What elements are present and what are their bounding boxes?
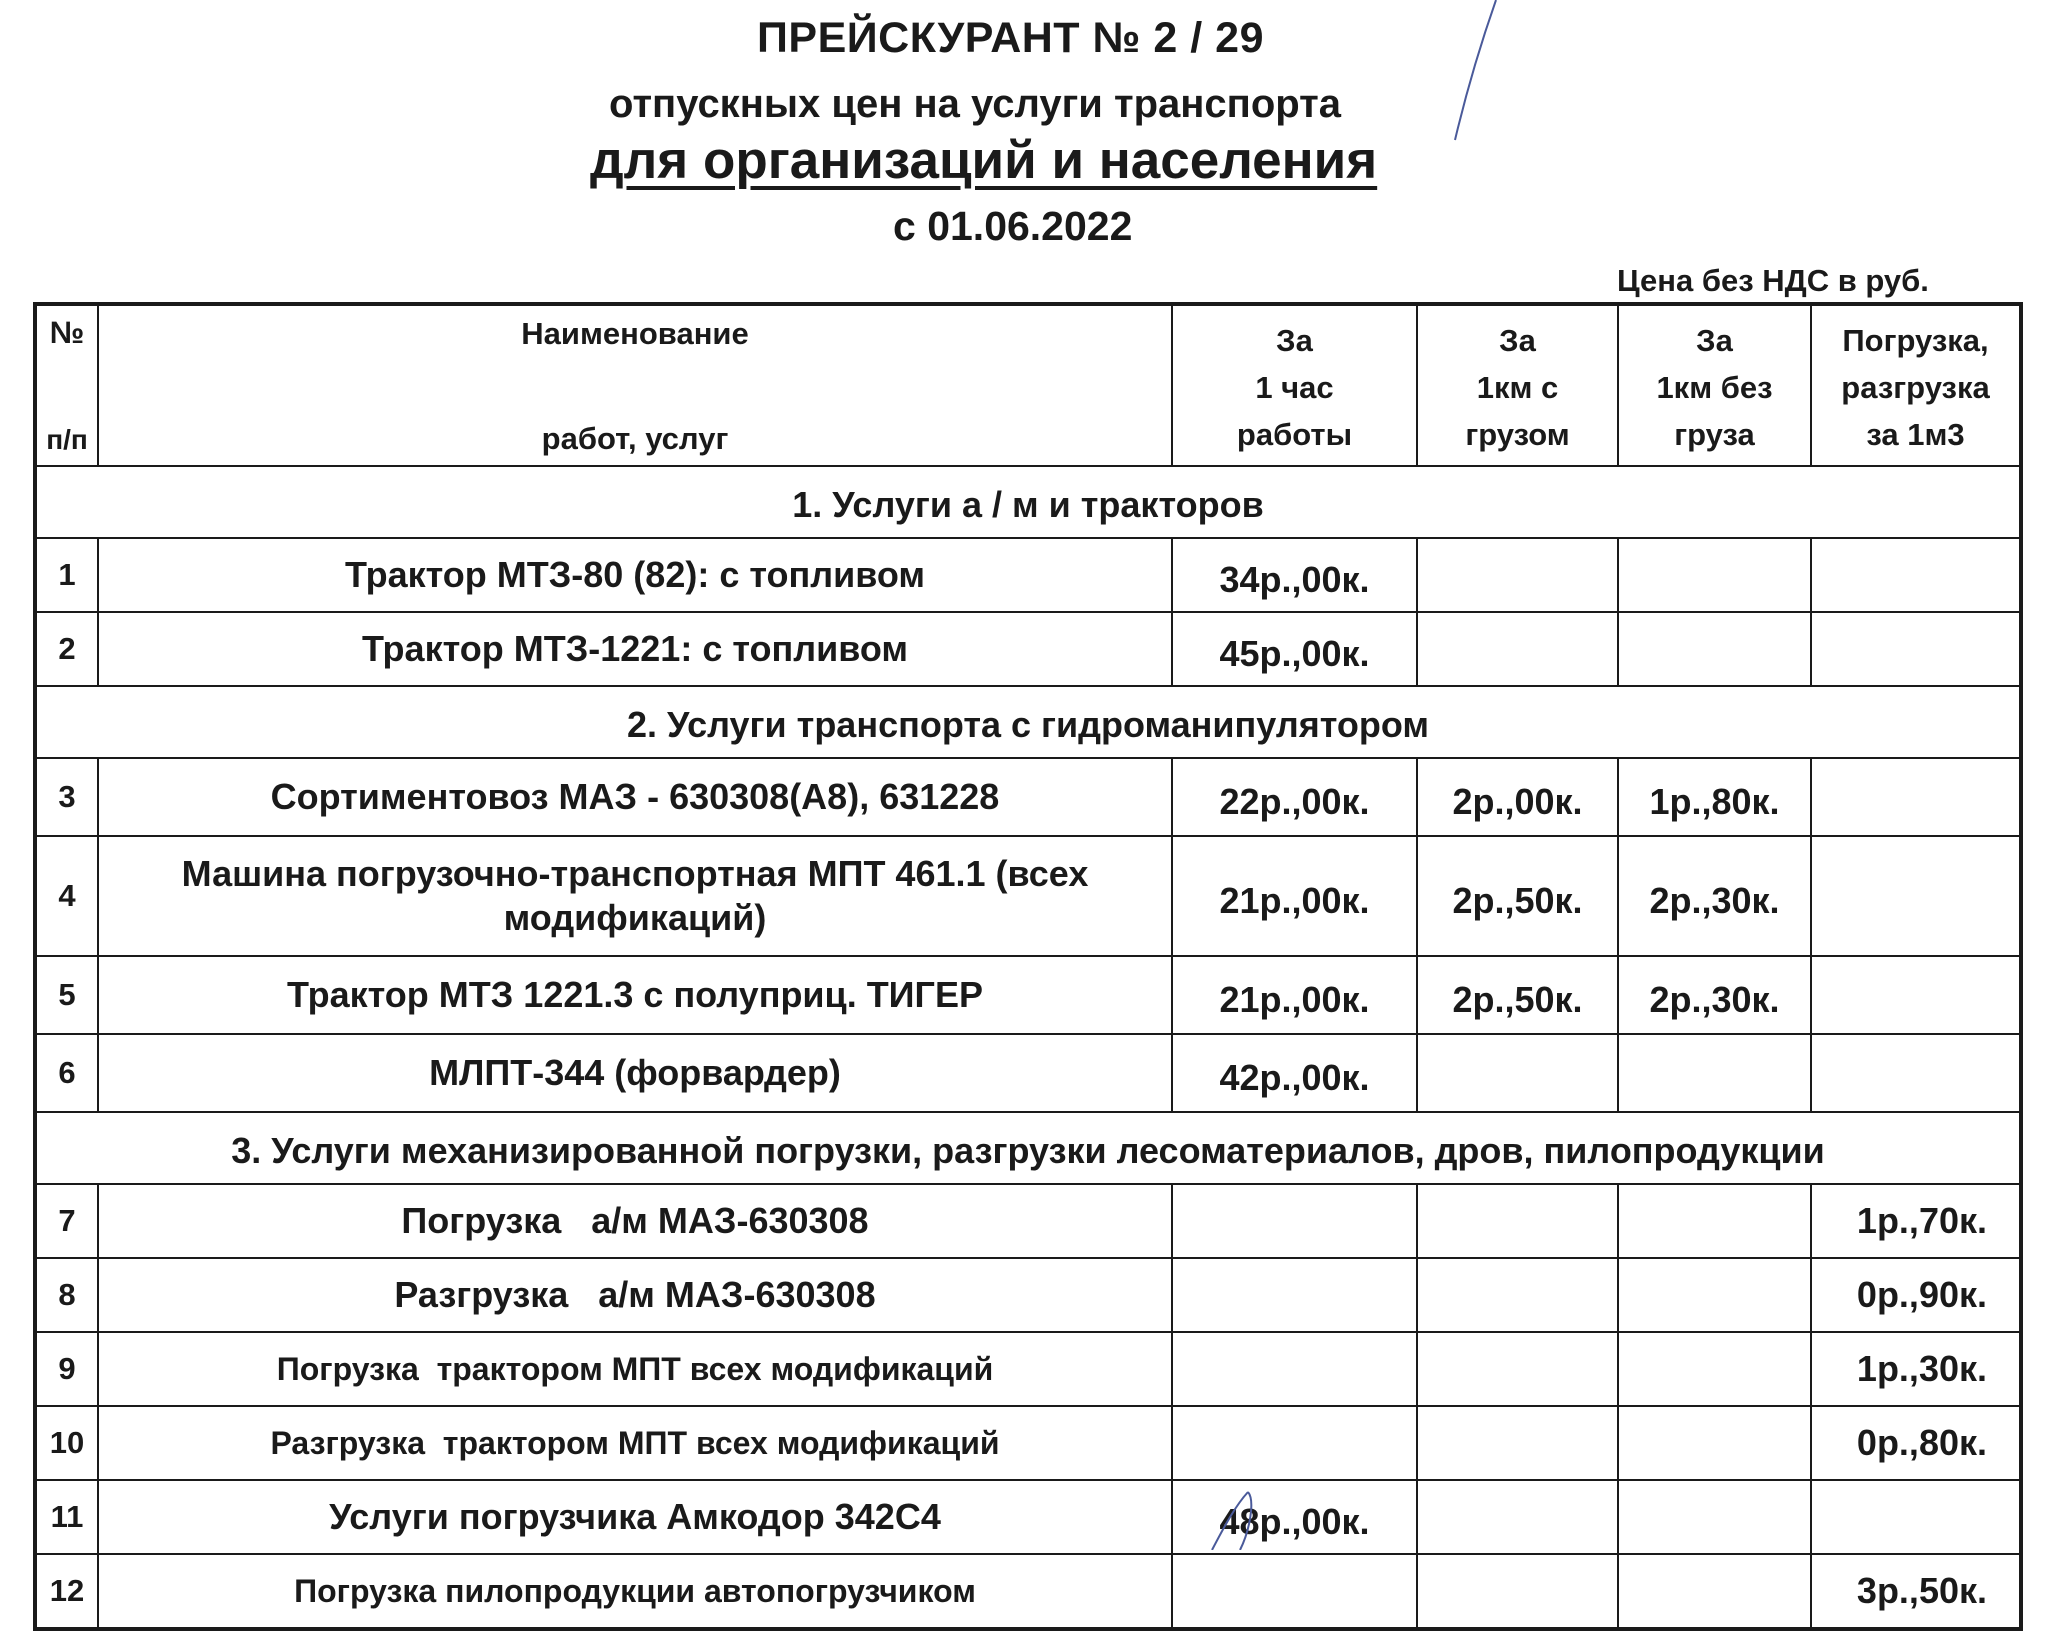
row-num: 10	[35, 1406, 98, 1480]
col-header-per-km-empty	[1618, 304, 1811, 466]
section-row	[35, 466, 2021, 538]
row-per-km-loaded	[1417, 1258, 1618, 1332]
row-per-hour: 22р.,00к.	[1172, 758, 1417, 836]
col-header-per-km-loaded-line1: За	[1499, 323, 1536, 358]
col-header-loading-line3: за 1м3	[1866, 417, 1965, 452]
table-row	[35, 1480, 2021, 1554]
col-header-per-hour	[1172, 304, 1417, 466]
col-header-name-line1: Наименование	[521, 316, 749, 351]
row-loading	[1811, 758, 2021, 836]
row-name: Разгрузка трактором МПТ всех модификаций	[98, 1406, 1172, 1480]
row-per-hour	[1172, 1554, 1417, 1629]
row-per-km-loaded	[1417, 1332, 1618, 1406]
row-per-km-loaded	[1417, 1184, 1618, 1258]
row-per-km-empty	[1618, 1406, 1811, 1480]
row-per-km-loaded	[1417, 538, 1618, 612]
table-row	[35, 538, 2021, 612]
row-per-hour: 42р.,00к.	[1172, 1034, 1417, 1112]
row-loading	[1811, 538, 2021, 612]
row-name: Погрузка пилопродукции автопогрузчиком	[98, 1554, 1172, 1629]
section-title: 2. Услуги транспорта с гидроманипулятором	[35, 686, 2021, 758]
row-name: Трактор МТЗ-1221: с топливом	[98, 612, 1172, 686]
pen-stroke-top	[1455, 0, 1496, 140]
row-per-km-loaded	[1417, 1406, 1618, 1480]
row-per-km-empty	[1618, 1034, 1811, 1112]
row-num: 1	[35, 538, 98, 612]
row-num: 2	[35, 612, 98, 686]
effective-date: с 01.06.2022	[893, 203, 1133, 249]
row-loading: 1р.,30к.	[1811, 1332, 2021, 1406]
row-per-km-empty: 2р.,30к.	[1618, 836, 1811, 956]
row-per-km-empty	[1618, 1184, 1811, 1258]
row-name: МЛПТ-344 (форвардер)	[98, 1034, 1172, 1112]
col-header-per-km-empty-line2: 1км без	[1656, 370, 1773, 405]
table-row	[35, 956, 2021, 1034]
row-per-km-empty	[1618, 538, 1811, 612]
row-loading	[1811, 836, 2021, 956]
document-subtitle: отпускных цен на услуги транспорта	[609, 82, 1342, 126]
row-per-km-empty: 1р.,80к.	[1618, 758, 1811, 836]
col-header-num-line2: п/п	[46, 424, 88, 455]
row-num: 4	[35, 836, 98, 956]
row-loading: 0р.,80к.	[1811, 1406, 2021, 1480]
row-per-km-loaded: 2р.,50к.	[1417, 956, 1618, 1034]
row-per-km-loaded	[1417, 612, 1618, 686]
row-per-hour	[1172, 1406, 1417, 1480]
table-row	[35, 1034, 2021, 1112]
row-per-km-empty	[1618, 612, 1811, 686]
row-name: Погрузка трактором МПТ всех модификаций	[98, 1332, 1172, 1406]
col-header-loading-line1: Погрузка,	[1842, 323, 1989, 358]
row-name: Трактор МТЗ 1221.3 с полуприц. ТИГЕР	[98, 956, 1172, 1034]
row-name: Погрузка а/м МАЗ-630308	[98, 1184, 1172, 1258]
row-per-km-empty	[1618, 1258, 1811, 1332]
row-loading	[1811, 1034, 2021, 1112]
row-loading: 0р.,90к.	[1811, 1258, 2021, 1332]
table-row	[35, 1184, 2021, 1258]
row-loading: 3р.,50к.	[1811, 1554, 2021, 1629]
row-per-hour	[1172, 1258, 1417, 1332]
table-row	[35, 836, 2021, 956]
row-per-km-loaded	[1417, 1480, 1618, 1554]
row-name: Трактор МТЗ-80 (82): с топливом	[98, 538, 1172, 612]
row-num: 8	[35, 1258, 98, 1332]
row-name: Машина погрузочно-транспортная МПТ 461.1 (всех модификаций)	[98, 836, 1172, 956]
table-row	[35, 612, 2021, 686]
col-header-name	[98, 304, 1172, 466]
row-per-hour: 21р.,00к.	[1172, 956, 1417, 1034]
col-header-loading	[1811, 304, 2021, 466]
row-per-km-loaded: 2р.,00к.	[1417, 758, 1618, 836]
row-per-km-empty	[1618, 1480, 1811, 1554]
row-name: Разгрузка а/м МАЗ-630308	[98, 1258, 1172, 1332]
col-header-loading-line2: разгрузка	[1841, 370, 1990, 405]
col-header-num	[35, 304, 98, 466]
row-num: 9	[35, 1332, 98, 1406]
section-row	[35, 1112, 2021, 1184]
row-per-km-empty	[1618, 1554, 1811, 1629]
row-per-hour	[1172, 1332, 1417, 1406]
row-num: 7	[35, 1184, 98, 1258]
row-per-km-loaded	[1417, 1554, 1618, 1629]
document-audience: для организаций и населения	[590, 131, 1378, 190]
row-num: 5	[35, 956, 98, 1034]
row-per-km-empty: 2р.,30к.	[1618, 956, 1811, 1034]
table-row	[35, 1554, 2021, 1629]
row-per-km-loaded	[1417, 1034, 1618, 1112]
col-header-per-km-empty-line3: груза	[1674, 417, 1755, 452]
table-row	[35, 1258, 2021, 1332]
row-per-hour: 48р.,00к.	[1172, 1480, 1417, 1554]
section-title: 3. Услуги механизированной погрузки, разгрузки лесоматериалов, дров, пилопродукции	[35, 1112, 2021, 1184]
col-header-per-km-empty-line1: За	[1696, 323, 1733, 358]
row-per-hour	[1172, 1184, 1417, 1258]
price-note: Цена без НДС в руб.	[1617, 263, 1929, 298]
col-header-per-km-loaded	[1417, 304, 1618, 466]
section-row	[35, 686, 2021, 758]
section-title: 1. Услуги а / м и тракторов	[35, 466, 2021, 538]
col-header-per-hour-line2: 1 час	[1255, 370, 1334, 405]
col-header-name-line2: работ, услуг	[541, 421, 729, 456]
col-header-num-line1: №	[49, 315, 85, 350]
row-loading	[1811, 956, 2021, 1034]
row-loading	[1811, 612, 2021, 686]
document-title: ПРЕЙСКУРАНТ № 2 / 29	[757, 14, 1264, 62]
row-name: Услуги погрузчика Амкодор 342С4	[98, 1480, 1172, 1554]
row-per-hour: 21р.,00к.	[1172, 836, 1417, 956]
row-per-km-empty	[1618, 1332, 1811, 1406]
row-loading: 1р.,70к.	[1811, 1184, 2021, 1258]
row-num: 3	[35, 758, 98, 836]
table-row	[35, 1406, 2021, 1480]
row-per-km-loaded: 2р.,50к.	[1417, 836, 1618, 956]
row-num: 12	[35, 1554, 98, 1629]
row-per-hour: 34р.,00к.	[1172, 538, 1417, 612]
col-header-per-km-loaded-line2: 1км с	[1476, 370, 1559, 405]
table-row	[35, 758, 2021, 836]
row-name: Сортиментовоз МАЗ - 630308(А8), 631228	[98, 758, 1172, 836]
row-num: 11	[35, 1480, 98, 1554]
row-num: 6	[35, 1034, 98, 1112]
table-row	[35, 1332, 2021, 1406]
row-per-hour: 45р.,00к.	[1172, 612, 1417, 686]
col-header-per-km-loaded-line3: грузом	[1465, 417, 1570, 452]
table-header-row	[35, 304, 2021, 466]
col-header-per-hour-line3: работы	[1236, 417, 1353, 452]
col-header-per-hour-line1: За	[1276, 323, 1313, 358]
price-table	[33, 302, 2023, 1631]
row-loading	[1811, 1480, 2021, 1554]
